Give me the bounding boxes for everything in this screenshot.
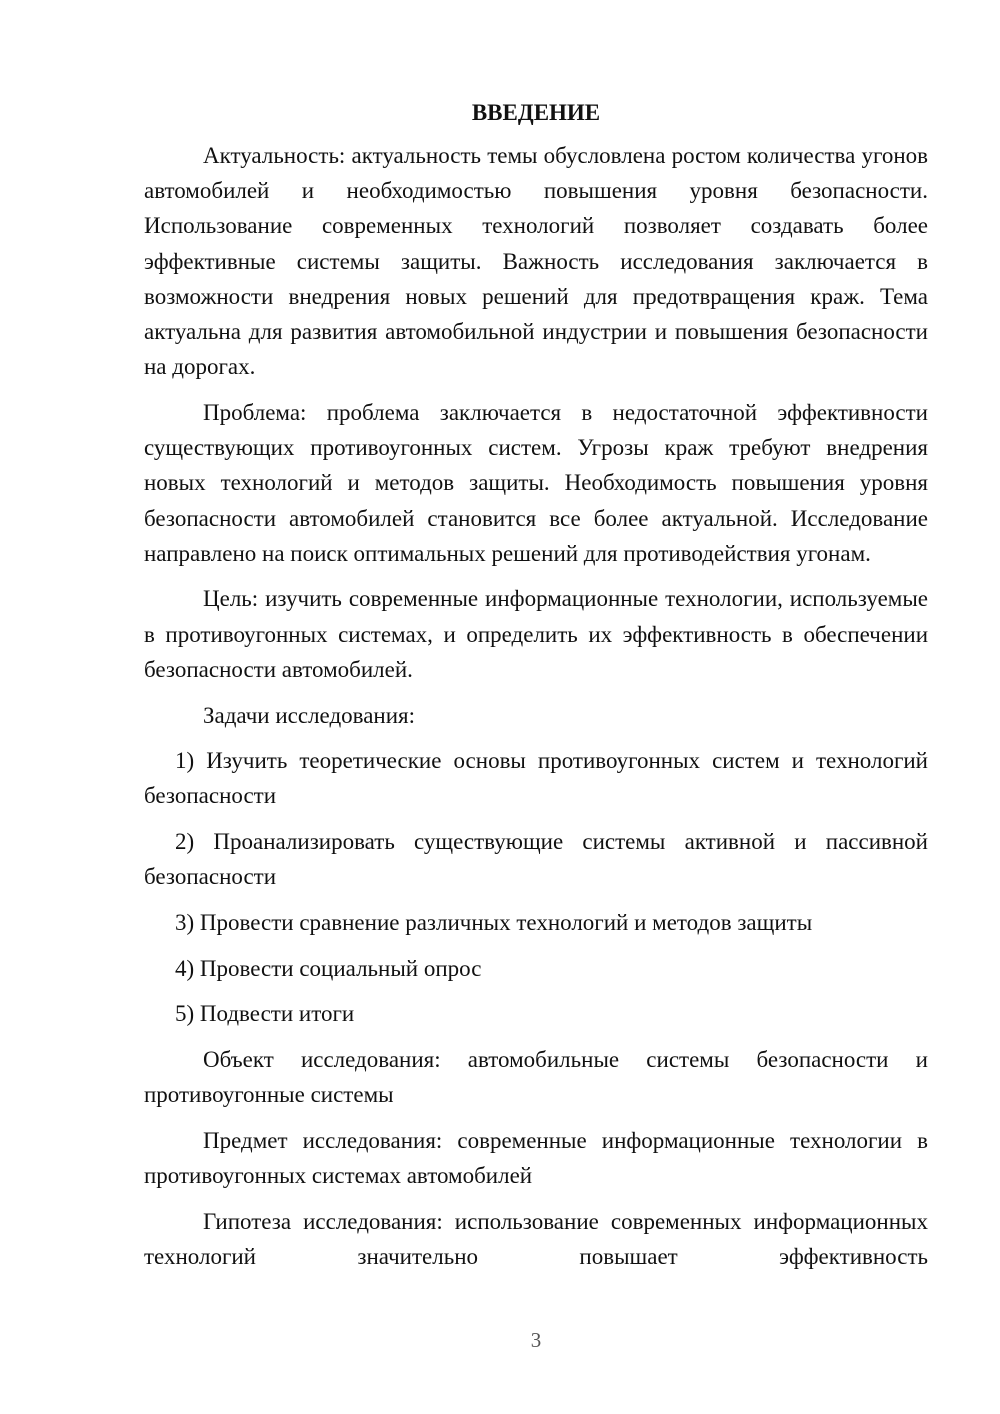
task-item-2: 2) Проанализировать существующие системы активной и пассивной безопасности	[144, 829, 928, 890]
page-title: ВВЕДЕНИЕ	[471, 100, 601, 125]
task-item-5: 5) Подвести итоги	[175, 1001, 355, 1027]
relevance-paragraph: Актуальность: актуальность темы обусловлена ростом количества угонов автомобилей и необходимостью повышения уровня безопасности. Использование современных технологий позволяет создавать более эффективные системы защиты. Важность исследования заключается в возможности внедрения новых решений для предотвращения краж. Тема актуальна для развития автомобильной индустрии и повышения безопасности на дорогах.	[144, 143, 928, 380]
object-paragraph: Объект исследования: автомобильные системы безопасности и противоугонные системы	[144, 1047, 928, 1108]
subject-paragraph: Предмет исследования: современные информационные технологии в противоугонных системах автомобилей	[144, 1128, 928, 1189]
task-item-1: 1) Изучить теоретические основы противоугонных систем и технологий безопасности	[144, 748, 928, 809]
task-item-4: 4) Провести социальный опрос	[175, 955, 482, 981]
hypothesis-paragraph: Гипотеза исследования: использование современных информационных технологий значительно повышает эффективность	[144, 1208, 928, 1270]
tasks-heading: Задачи исследования:	[203, 702, 416, 728]
goal-paragraph: Цель: изучить современные информационные технологии, используемые в противоугонных системах, и определить их эффективность в обеспечении безопасности автомобилей.	[144, 586, 928, 682]
page-number: 3	[530, 1328, 542, 1352]
document-body	[144, 95, 928, 1274]
problem-paragraph: Проблема: проблема заключается в недостаточной эффективности существующих противоугонных систем. Угрозы краж требуют внедрения новых технологий и методов защиты. Необходимость повышения уровня безопасности автомобилей становится все более актуальной. Исследование направлено на поиск оптимальных решений для противодействия угонам.	[144, 399, 928, 566]
task-item-3: 3) Провести сравнение различных технологий и методов защиты	[175, 910, 813, 936]
